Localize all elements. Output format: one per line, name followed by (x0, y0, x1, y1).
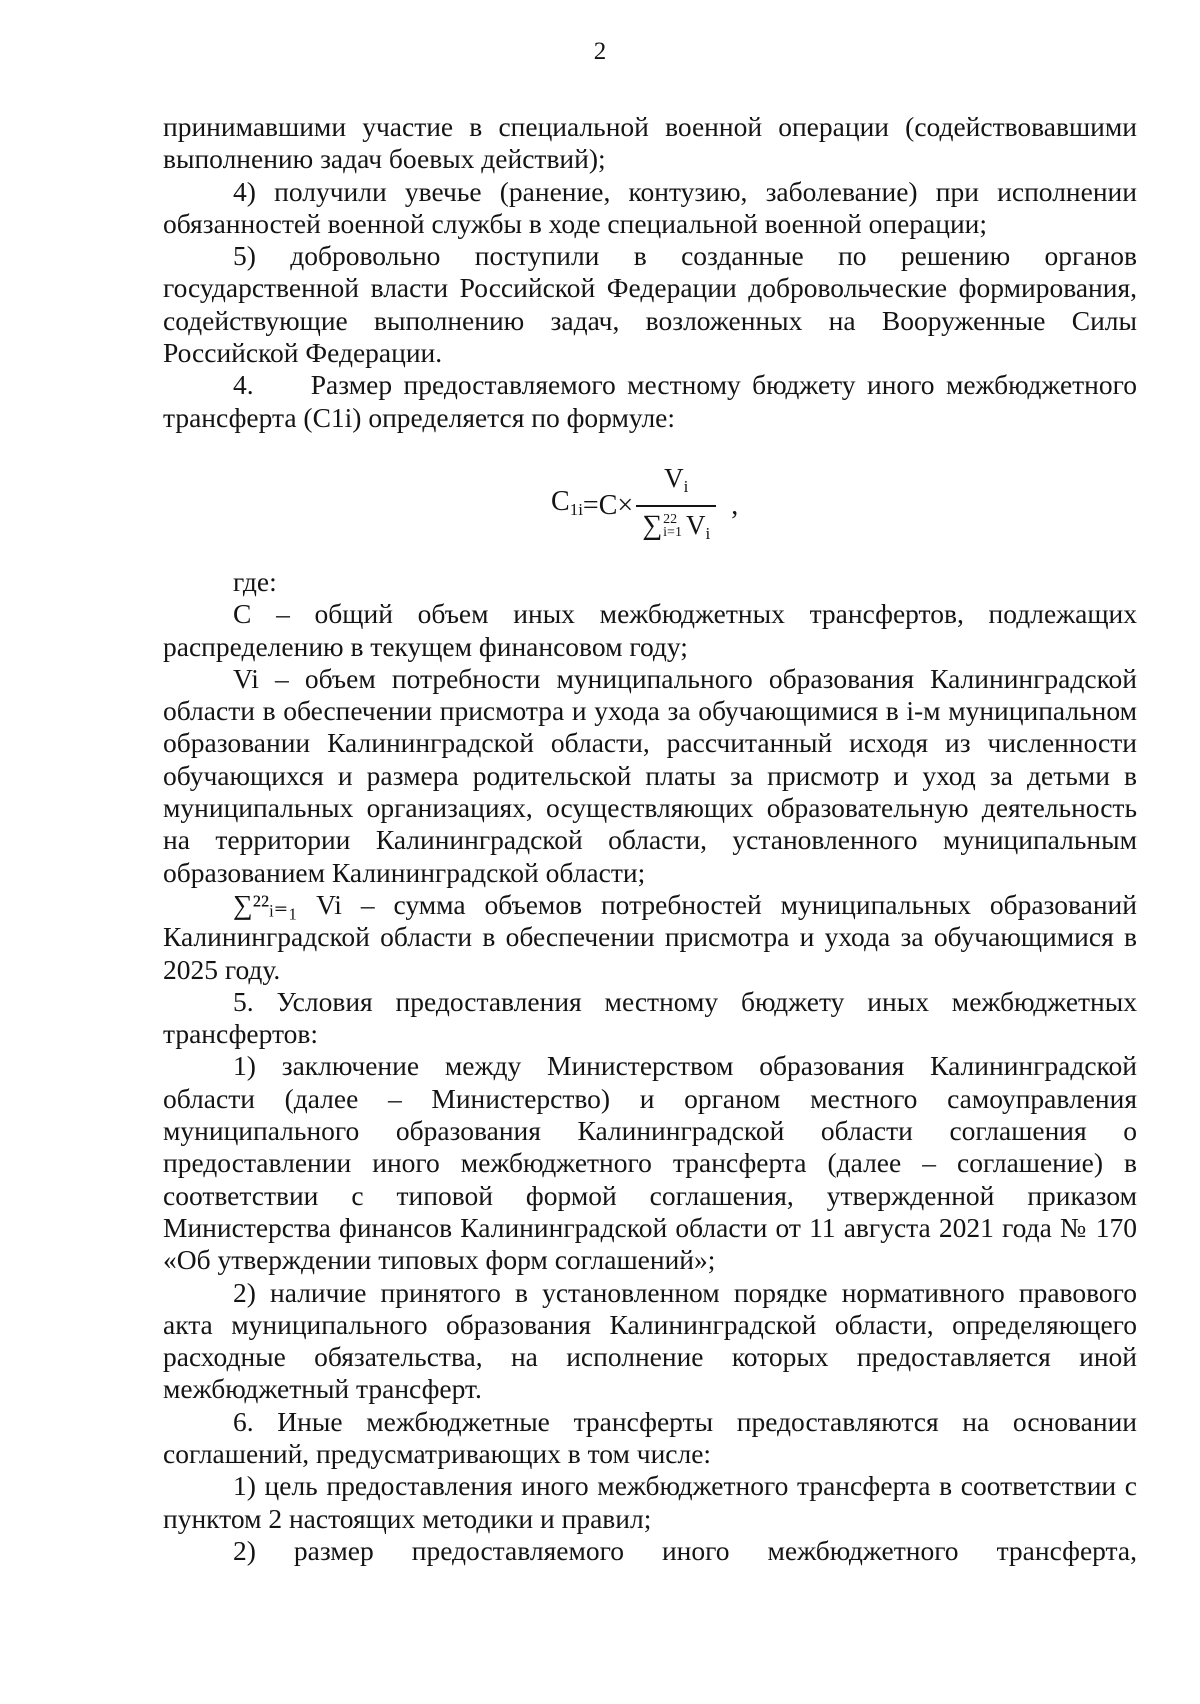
paragraph-agreement-2: 2) размер предоставляемого иного межбюджетного трансферта, (233, 1534, 1137, 1566)
paragraph-where: где: (233, 565, 277, 597)
document-body (163, 111, 1137, 1567)
paragraph-def-sum: ∑²²ᵢ₌₁ Vi – сумма объемов потребностей муниципальных образований Калининградской области в обеспечении присмотра и ухода за обучающимися в 2025 году. (163, 888, 1137, 985)
formula-numerator: $V_i$ (664, 462, 689, 496)
paragraph-def-vi: Vi – объем потребности муниципального образования Калининградской области в обеспечении присмотра и ухода за обучающимися в i-м муниципальном образовании Калининградской области, рассчитанный исходя из численности обучающихся и размера родительской платы за присмотр и уход за детьми в муниципальных организациях, осуществляющих образовательную деятельность на территории Калининградской области, установленного муниципальным образованием Калининградской области; (163, 662, 1137, 888)
paragraph-def-c: C – общий объем иных межбюджетных трансфертов, подлежащих распределению в текущем финансовом году; (163, 598, 1137, 662)
paragraph-condition-1: 1) заключение между Министерством образования Калининградской области (далее – Министерство) и органом местного самоуправления муниципального образования Калининградской области соглашения о предоставлении иного межбюджетного трансферта (далее – соглашение) в соответствии с типовой формой соглашения, утвержденной приказом Министерства финансов Калининградской области от 11 августа 2021 года № 170 «Об утверждении типовых форм соглашений»; (163, 1050, 1137, 1276)
page-number: 2 (593, 38, 607, 65)
formula-equals-c: =C× (582, 490, 634, 522)
paragraph-continuation: принимавшими участие в специальной военной операции (содействовавшими выполнению задач боевых действий); (163, 111, 1137, 175)
formula-block (163, 434, 1137, 566)
paragraph-section-4: 4. Размер предоставляемого местному бюджету иного межбюджетного трансферта (C1i) определяется по формуле: (163, 369, 1137, 433)
sigma-symbol: ∑ 22 i=1 (642, 510, 682, 542)
paragraph-section-5: 5. Условия предоставления местному бюджету иных межбюджетных трансфертов: (163, 985, 1137, 1050)
paragraph-item-4: 4) получили увечье (ранение, контузию, заболевание) при исполнении обязанностей военной службы в ходе специальной военной операции; (163, 175, 1137, 239)
formula-denominator: ∑ 22 i=1 $V_i$ (636, 505, 716, 550)
formula (551, 462, 738, 551)
formula-fraction (636, 462, 716, 551)
paragraph-section-6: 6. Иные межбюджетные трансферты предоставляются на основании соглашений, предусматривающих в том числе: (163, 1405, 1137, 1469)
paragraph-item-5: 5) добровольно поступили в созданные по решению органов государственной власти Российской Федерации добровольческие формирования, содействующие выполнению задач, возложенных на Вооруженные Силы Российской Федерации. (163, 240, 1137, 369)
paragraph-agreement-1: 1) цель предоставления иного межбюджетного трансферта в соответствии с пунктом 2 настоящих методики и правил; (163, 1470, 1137, 1534)
paragraph-condition-2: 2) наличие принятого в установленном порядке нормативного правового акта муниципального образования Калининградской области, определяющего расходные обязательства, на исполнение которых предоставляется иной межбюджетный трансферт. (163, 1276, 1137, 1405)
formula-comma: , (731, 490, 739, 522)
formula-lhs: $C_{1i}$ (551, 486, 583, 520)
